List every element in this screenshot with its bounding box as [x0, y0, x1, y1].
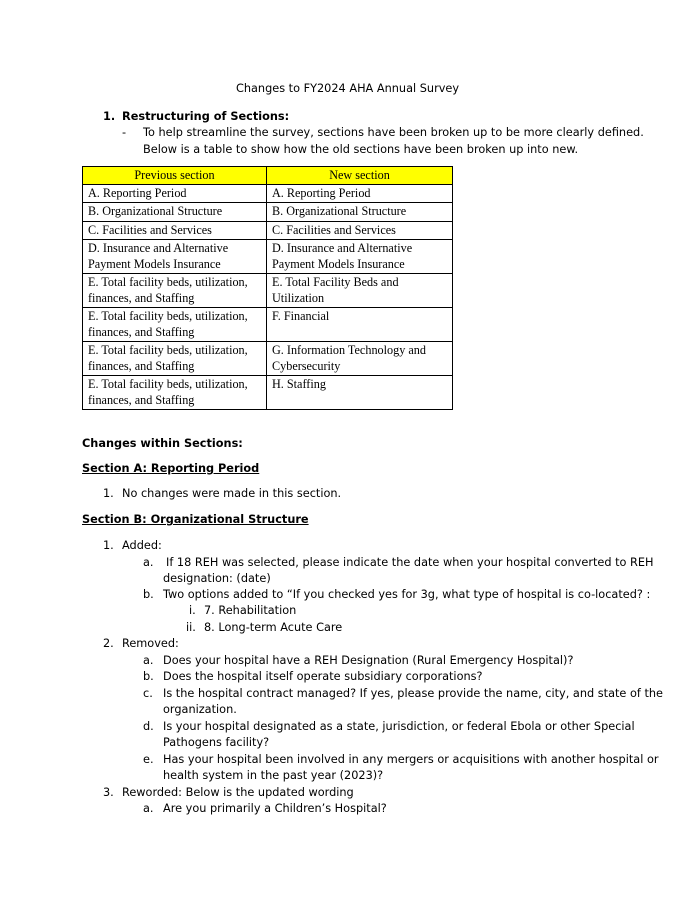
list-item: Is your hospital designated as a state, jurisdiction, or federal Ebola or other Special: [163, 720, 635, 733]
cell-text: A. Reporting Period: [272, 185, 371, 200]
cell-text: finances, and Staffing: [88, 290, 195, 305]
cell-text: E. Total Facility Beds and: [272, 275, 399, 289]
list-item: Does the hospital itself operate subsidiary corporations?: [163, 670, 483, 683]
cell-text: E. Total facility beds, utilization,: [88, 377, 248, 391]
list-item-continuation: health system in the past year (2023)?: [163, 769, 384, 782]
list-item: Added:: [122, 539, 162, 552]
list-item: If 18 REH was selected, please indicate the date when your hospital converted to REH: [166, 556, 654, 569]
list-marker: b.: [143, 670, 154, 683]
table-cell: [267, 240, 453, 274]
table-row: [83, 240, 453, 274]
cell-text: C. Facilities and Services: [88, 222, 212, 237]
cell-text: E. Total facility beds, utilization,: [88, 309, 248, 323]
list-number: 3.: [103, 786, 114, 799]
list-item: Reworded: Below is the updated wording: [122, 786, 354, 799]
table-cell: [267, 203, 453, 222]
cell-text: finances, and Staffing: [88, 324, 195, 339]
list-item: No changes were made in this section.: [122, 487, 342, 500]
bullet-dash: -: [122, 126, 127, 139]
list-marker: b.: [143, 588, 154, 601]
list-marker: c.: [143, 687, 153, 700]
paragraph-line: Below is a table to show how the old sections have been broken up into new.: [143, 143, 579, 156]
list-marker: a.: [143, 654, 154, 667]
table-row: [83, 274, 453, 308]
section-a-heading: Section A: Reporting Period: [82, 462, 260, 475]
cell-text: Payment Models Insurance: [88, 256, 221, 271]
list-item: Two options added to “If you checked yes for 3g, what type of hospital is co-located? :: [163, 588, 651, 601]
list-item-continuation: Pathogens facility?: [163, 736, 270, 749]
table-cell: [267, 221, 453, 240]
cell-text: G. Information Technology and: [272, 343, 426, 357]
list-marker: e.: [143, 753, 154, 766]
list-number: 1.: [103, 110, 116, 123]
list-item: 7. Rehabilitation: [204, 604, 297, 617]
list-item-continuation: designation: (date): [163, 572, 271, 585]
table-cell: [83, 203, 267, 222]
paragraph-line: To help streamline the survey, sections have been broken up to be more clearly defined.: [143, 126, 644, 139]
cell-text: D. Insurance and Alternative: [88, 241, 229, 255]
list-number: 1.: [103, 487, 114, 500]
list-item-continuation: organization.: [163, 703, 237, 716]
cell-text: finances, and Staffing: [88, 392, 195, 407]
table-row: [83, 184, 453, 203]
cell-text: E. Total facility beds, utilization,: [88, 275, 248, 289]
list-marker: i.: [189, 604, 196, 617]
cell-text: F. Financial: [272, 309, 330, 323]
table-row: [83, 203, 453, 222]
table-cell: [83, 240, 267, 274]
page-title: Changes to FY2024 AHA Annual Survey: [235, 82, 460, 95]
cell-text: Cybersecurity: [272, 358, 341, 373]
table-cell: [83, 221, 267, 240]
list-item: Is the hospital contract managed? If yes, please provide the name, city, and state of the: [163, 687, 663, 700]
table-cell: [83, 184, 267, 203]
table-row: [83, 221, 453, 240]
table-cell: [267, 342, 453, 376]
cell-text: B. Organizational Structure: [88, 204, 223, 218]
list-marker: a.: [143, 556, 154, 569]
table-row: [83, 308, 453, 342]
table-row: [83, 342, 453, 376]
cell-text: H. Staffing: [272, 377, 326, 391]
section-b-heading: Section B: Organizational Structure: [82, 513, 309, 526]
table-cell: [83, 376, 267, 410]
sections-table: [82, 166, 453, 410]
table-cell: [267, 274, 453, 308]
table-header-row: [83, 167, 453, 185]
cell-text: B. Organizational Structure: [272, 204, 407, 218]
list-item: Has your hospital been involved in any mergers or acquisitions with another hospital or: [163, 753, 659, 766]
section-heading-restructuring: Restructuring of Sections:: [122, 110, 290, 123]
list-number: 2.: [103, 637, 114, 650]
column-header-previous: Previous section: [83, 167, 267, 185]
table-cell: [83, 308, 267, 342]
list-item: Are you primarily a Children’s Hospital?: [163, 802, 387, 815]
list-marker: a.: [143, 802, 154, 815]
table-cell: [83, 342, 267, 376]
column-header-new: New section: [267, 167, 453, 185]
list-item: 8. Long-term Acute Care: [204, 621, 343, 634]
cell-text: C. Facilities and Services: [272, 222, 396, 237]
table-row: [83, 376, 453, 410]
table-cell: [83, 274, 267, 308]
table-cell: [267, 184, 453, 203]
cell-text: E. Total facility beds, utilization,: [88, 343, 248, 357]
list-item: Removed:: [122, 637, 179, 650]
list-marker: ii.: [186, 621, 196, 634]
table-cell: [267, 308, 453, 342]
cell-text: Payment Models Insurance: [272, 256, 405, 271]
cell-text: finances, and Staffing: [88, 358, 195, 373]
table-cell: [267, 376, 453, 410]
list-number: 1.: [103, 539, 114, 552]
cell-text: Utilization: [272, 290, 325, 305]
cell-text: A. Reporting Period: [88, 185, 187, 200]
changes-heading: Changes within Sections:: [82, 437, 243, 450]
list-marker: d.: [143, 720, 154, 733]
cell-text: D. Insurance and Alternative: [272, 241, 413, 255]
list-item: Does your hospital have a REH Designation (Rural Emergency Hospital)?: [163, 654, 574, 667]
